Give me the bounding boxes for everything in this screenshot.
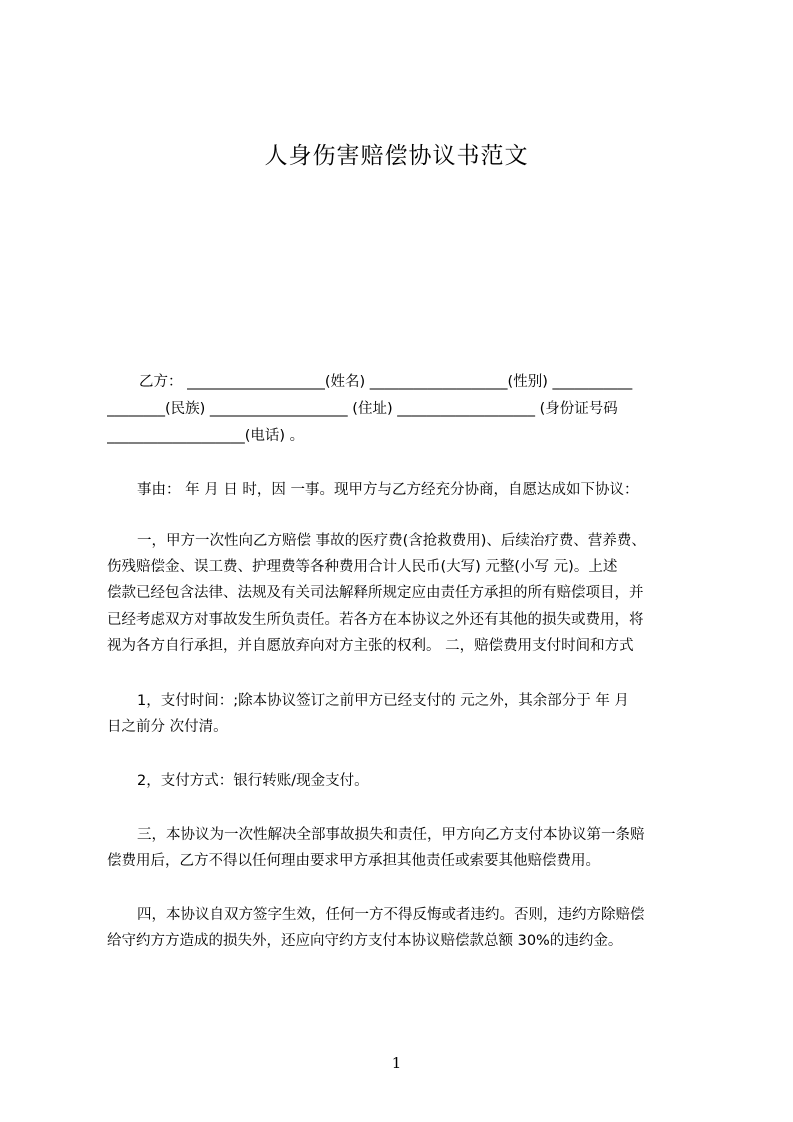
party-b-line: ________(民族) ___________________ (住址) ___________________ (身份证号码 <box>107 401 618 417</box>
clause1-line: 已经考虑双方对事故发生所负责任。若各方在本协议之外还有其他的损失或费用，将 <box>107 612 644 628</box>
clause3-line: 偿费用后，乙方不得以任何理由要求甲方承担其他责任或索要其他赔偿费用。 <box>107 853 600 869</box>
clause4-line: 给守约方方造成的损失外，还应向守约方支付本协议赔偿款总额 30%的违约金。 <box>107 933 623 949</box>
payment-time-line: 日之前分 次付清。 <box>107 719 228 735</box>
clause1-line: 一，甲方一次性向乙方赔偿 事故的医疗费(含抢救费用)、后续治疗费、营养费、 <box>137 533 646 549</box>
clause3-line: 三，本协议为一次性解决全部事故损失和责任，甲方向乙方支付本协议第一条赔 <box>137 827 645 843</box>
payment-method-line: 2，支付方式：银行转账/现金支付。 <box>137 773 369 789</box>
clause4-line: 四，本协议自双方签字生效，任何一方不得反悔或者违约。否则，违约方除赔偿 <box>137 907 645 923</box>
page-number: 1 <box>391 1054 402 1072</box>
clause1-line: 视为各方自行承担，并自愿放弃向对方主张的权利。 二，赔偿费用支付时间和方式 <box>107 638 634 654</box>
document-title: 人身伤害赔偿协议书范文 <box>264 143 529 169</box>
reason-paragraph: 事由： 年 月 日 时，因 一事。现甲方与乙方经充分协商，自愿达成如下协议： <box>137 482 639 498</box>
payment-time-line: 1，支付时间：;除本协议签订之前甲方已经支付的 元之外，其余部分于 年 月 <box>137 693 629 709</box>
party-b-line: 乙方： ___________________(姓名) ___________________(性别) ___________ <box>139 374 633 390</box>
clause1-line: 伤残赔偿金、误工费、护理费等各种费用合计人民币(大写) 元整(小写 元)。上述 <box>107 559 618 575</box>
party-b-line: ___________________(电话) 。 <box>107 428 305 444</box>
clause1-line: 偿款已经包含法律、法规及有关司法解释所规定应由责任方承担的所有赔偿项目，并 <box>107 585 644 601</box>
